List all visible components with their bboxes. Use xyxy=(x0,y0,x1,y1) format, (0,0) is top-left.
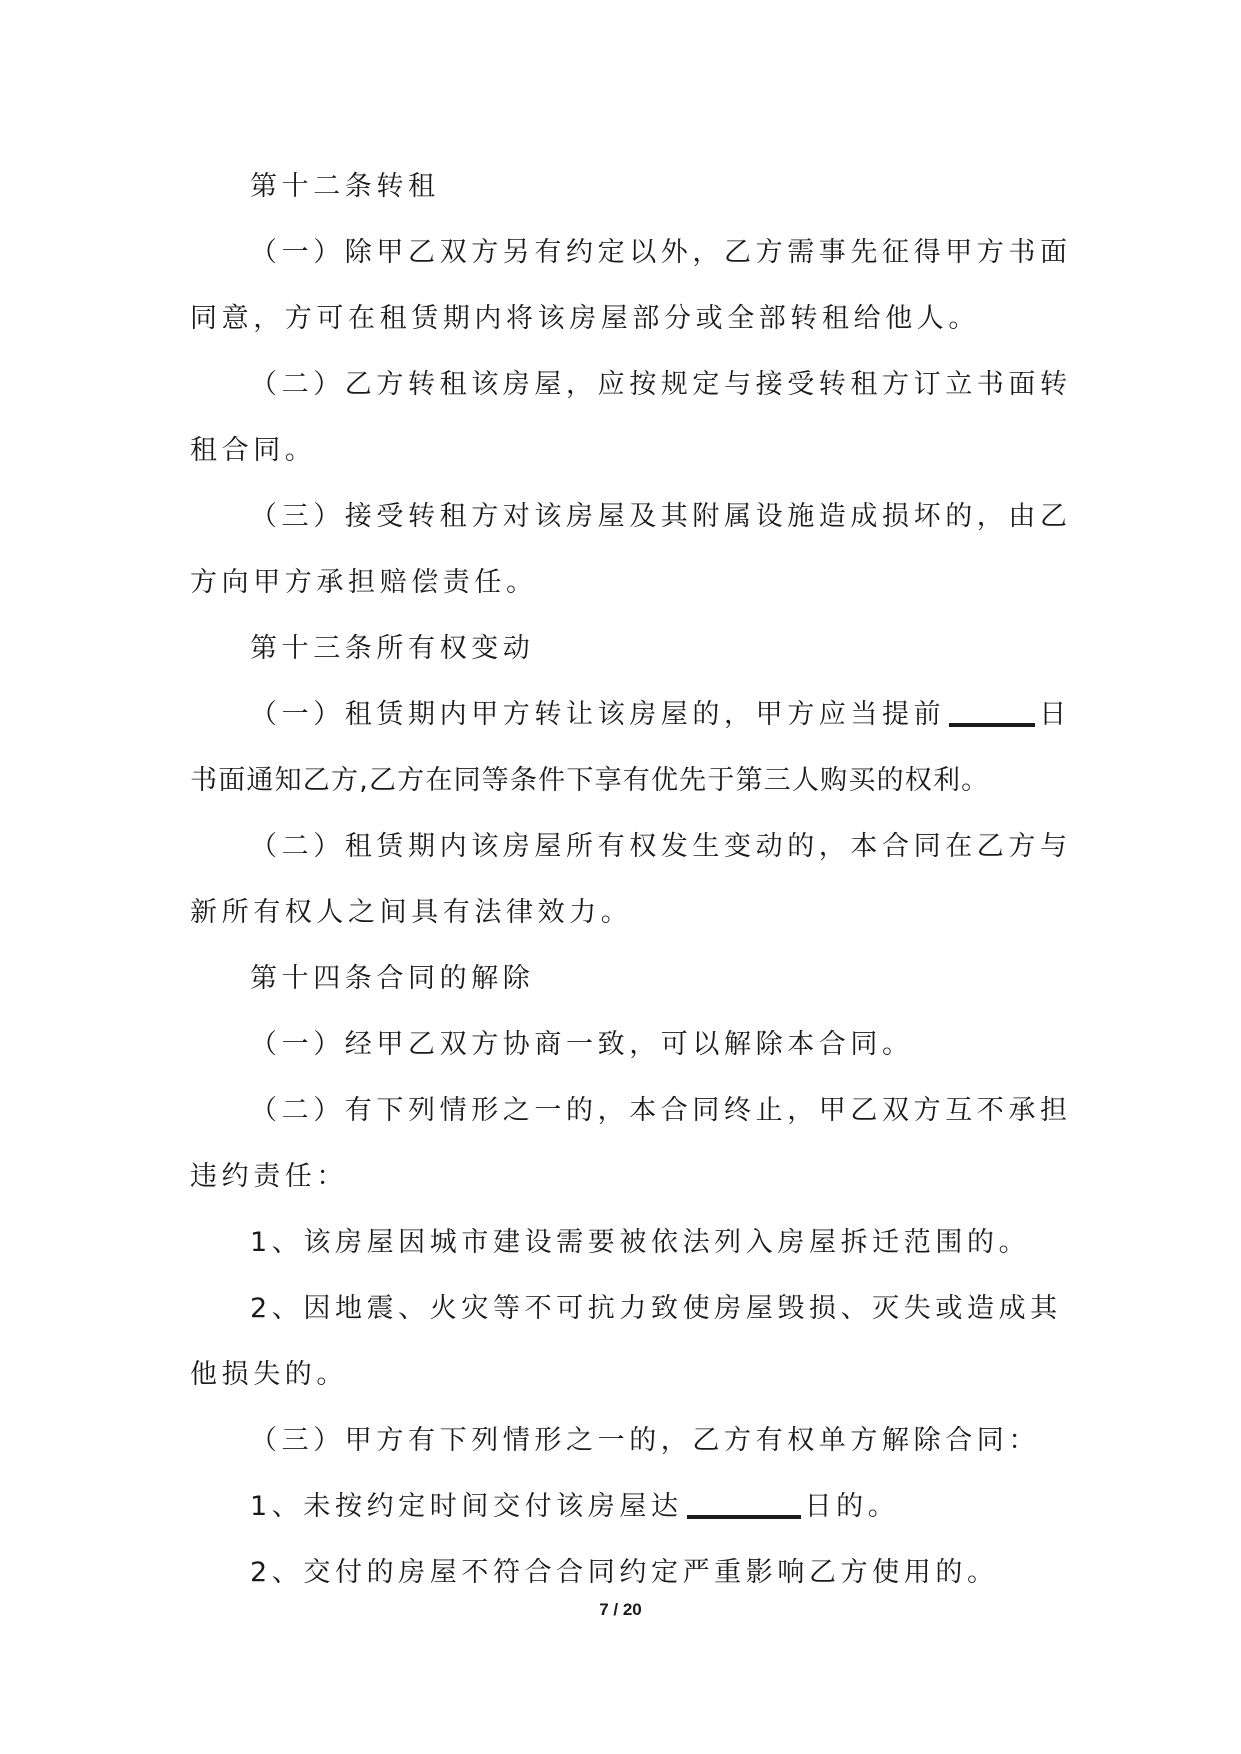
article-12-heading: 第十二条转租 xyxy=(250,171,440,202)
paragraph-line: 同意，方可在租赁期内将该房屋部分或全部转租给他人。 xyxy=(190,303,980,334)
paragraph-text: 1、未按约定时间交付该房屋达 xyxy=(250,1491,683,1522)
fill-in-blank[interactable] xyxy=(949,696,1035,727)
paragraph-line: 2、交付的房屋不符合合同约定严重影响乙方使用的。 xyxy=(250,1557,999,1588)
paragraph-line: （一）除甲乙双方另有约定以外，乙方需事先征得甲方书面 xyxy=(250,237,1072,268)
paragraph-line: （二）租赁期内该房屋所有权发生变动的，本合同在乙方与 xyxy=(250,831,1072,862)
paragraph-text: 日 xyxy=(1039,699,1071,730)
paragraph-line: （三）接受转租方对该房屋及其附属设施造成损坏的，由乙 xyxy=(250,501,1072,532)
paragraph-line: 2、因地震、火灾等不可抗力致使房屋毁损、灭失或造成其 xyxy=(250,1293,1062,1324)
paragraph-line: （三）甲方有下列情形之一的，乙方有权单方解除合同： xyxy=(250,1425,1040,1456)
paragraph-line-with-blank xyxy=(190,1474,1052,1540)
paragraph-line: （二）乙方转租该房屋，应按规定与接受转租方订立书面转 xyxy=(250,369,1072,400)
article-14-heading: 第十四条合同的解除 xyxy=(250,963,535,994)
paragraph-line: 新所有权人之间具有法律效力。 xyxy=(190,897,633,928)
paragraph-line: 1、该房屋因城市建设需要被依法列入房屋拆迁范围的。 xyxy=(250,1227,1031,1258)
paragraph-line: 书面通知乙方,乙方在同等条件下享有优先于第三人购买的权利。 xyxy=(190,765,990,796)
paragraph-line: 方向甲方承担赔偿责任。 xyxy=(190,567,538,598)
paragraph-line: 违约责任： xyxy=(190,1161,348,1192)
paragraph-line: （二）有下列情形之一的，本合同终止，甲乙双方互不承担 xyxy=(250,1095,1072,1126)
article-13-heading: 第十三条所有权变动 xyxy=(250,633,535,664)
document-body xyxy=(190,154,1072,1606)
paragraph-line: （一）经甲乙双方协商一致，可以解除本合同。 xyxy=(250,1029,914,1060)
paragraph-text: （一）租赁期内甲方转让该房屋的，甲方应当提前 xyxy=(250,699,946,730)
paragraph-line: 租合同。 xyxy=(190,435,317,466)
paragraph-text: 日的。 xyxy=(804,1491,900,1522)
page-number: 7 / 20 xyxy=(599,1600,642,1619)
paragraph-line: 他损失的。 xyxy=(190,1359,348,1390)
fill-in-blank[interactable] xyxy=(687,1488,801,1519)
paragraph-line-with-blank xyxy=(190,682,1071,748)
